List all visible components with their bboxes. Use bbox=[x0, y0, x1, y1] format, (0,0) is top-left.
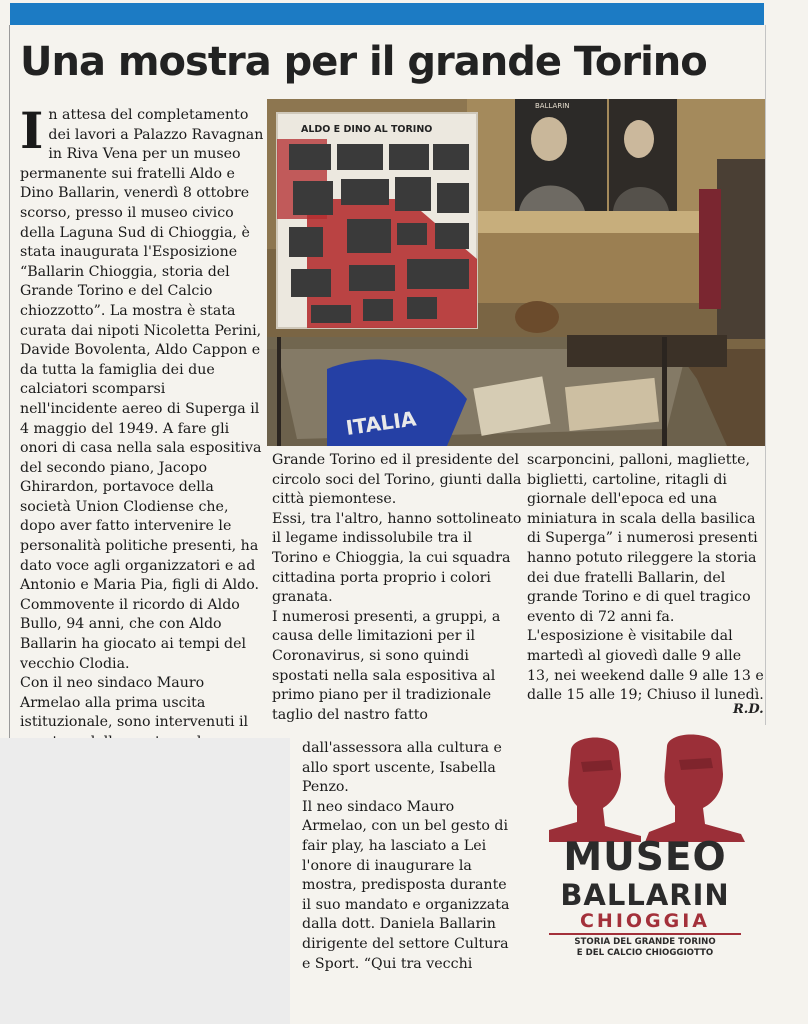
article-column-1 bbox=[20, 101, 264, 753]
poster-title: ALDO E DINO AL TORINO bbox=[301, 124, 433, 135]
display-text: ITALIA bbox=[344, 406, 418, 440]
article-column-2-continued bbox=[302, 739, 512, 974]
logo-museo-text: MUSEO bbox=[563, 835, 727, 880]
left-column-rule bbox=[9, 25, 10, 760]
article-paragraph: I numerosi presenti, a gruppi, a causa delle limitazioni per il Coronavirus, si sono quindi spostati nella sala espositiva al primo piano per il tradizionale taglio del nastro fatto bbox=[272, 608, 501, 723]
drop-cap: I bbox=[20, 101, 44, 160]
article-paragraph: Essi, tra l'altro, hanno sottolineato il legame indissolubile tra il Torino e Chioggia, la cui squadra cittadina porta proprio i colori granata. bbox=[272, 510, 522, 606]
blank-area bbox=[0, 738, 290, 1024]
photo-banner-label: BALLARIN bbox=[535, 102, 570, 110]
article-paragraph: Il neo sindaco Mauro Armelao, con un bel gesto di fair play, ha lasciato a Lei l'onore di inaugurare la mostra, predisposta durante il suo mandato e organizzata dalla dott. Daniela Ballarin dirigente del settore Cultura e Sport. “Qui tra vecchi bbox=[302, 798, 510, 972]
article-paragraph bbox=[20, 101, 264, 674]
logo-ballarin-text: BALLARIN bbox=[560, 878, 730, 912]
article-headline: Una mostra per il grande Torino bbox=[20, 39, 707, 85]
article-paragraph: Grande Torino ed il presidente del circolo soci del Torino, giunti dalla città piemontese. bbox=[272, 452, 522, 508]
logo-divider bbox=[549, 933, 741, 935]
exhibition-photo bbox=[267, 99, 765, 446]
paragraph-text: n attesa del completamento dei lavori a Palazzo Ravagnan in Riva Vena per un museo permanente sui fratelli Aldo e Dino Ballarin, venerdì 8 ottobre scorso, presso il museo civico della Laguna Sud di Chioggia, è stata inaugurata l'Esposizione “Ballarin Chioggia, storia del Grande Torino e del Calcio chiozzotto”. La mostra è stata curata dai nipoti Nicoletta Perini, Davide Bovolenta, Aldo Cappon e da tutta la famiglia dei due calciatori scomparsi nell'incidente aereo di Superga il 4 maggio del 1949. A fare gli onori di casa nella sala espositiva del secondo piano, Jacopo Ghirardon, portavoce della società Union Clodiense che, dopo aver fatto intervenire le personalità politiche presenti, ha dato voce agli organizzatori e ad Antonio e Maria Pia, figli di Aldo. Commovente il ricordo di Aldo Bullo, 94 anni, che con Aldo Ballarin ha giocato ai tempi del vecchio Clodia. bbox=[20, 107, 264, 672]
article-paragraph: L'esposizione è visitabile dal martedì al giovedì dalle 9 alle 13, nei weekend dalle 9 alle 13 e dalle 15 alle 19; Chiuso il lunedì. bbox=[527, 628, 764, 704]
top-color-bar bbox=[10, 3, 764, 25]
logo-tagline bbox=[545, 937, 745, 959]
article-paragraph: dall'assessora alla cultura e allo sport uscente, Isabella Penzo. bbox=[302, 740, 502, 796]
article-paragraph: Con il neo sindaco Mauro Armelao alla prima uscita istituzionale, sono intervenuti il bbox=[20, 675, 249, 731]
article-paragraph: scarponcini, palloni, magliette, biglietti, cartoline, ritagli di giornale dell'epoca ed una miniatura in scala della basilica di Superga” i numerosi presenti hanno potuto rileggere la storia dei due fratelli Ballarin, del grande Torino e di quel tragico evento di 72 anni fa. bbox=[527, 452, 758, 625]
logo-chioggia-text: CHIOGGIA bbox=[579, 910, 711, 932]
logo-tagline-line: STORIA DEL GRANDE TORINO bbox=[574, 937, 716, 947]
article-column-3 bbox=[527, 451, 767, 706]
museo-ballarin-logo bbox=[545, 730, 765, 960]
logo-tagline-line: E DEL CALCIO CHIOGGIOTTO bbox=[576, 948, 714, 958]
author-signature: R.D. bbox=[733, 702, 764, 717]
two-heads-icon bbox=[545, 730, 765, 842]
article-column-2 bbox=[272, 451, 522, 725]
